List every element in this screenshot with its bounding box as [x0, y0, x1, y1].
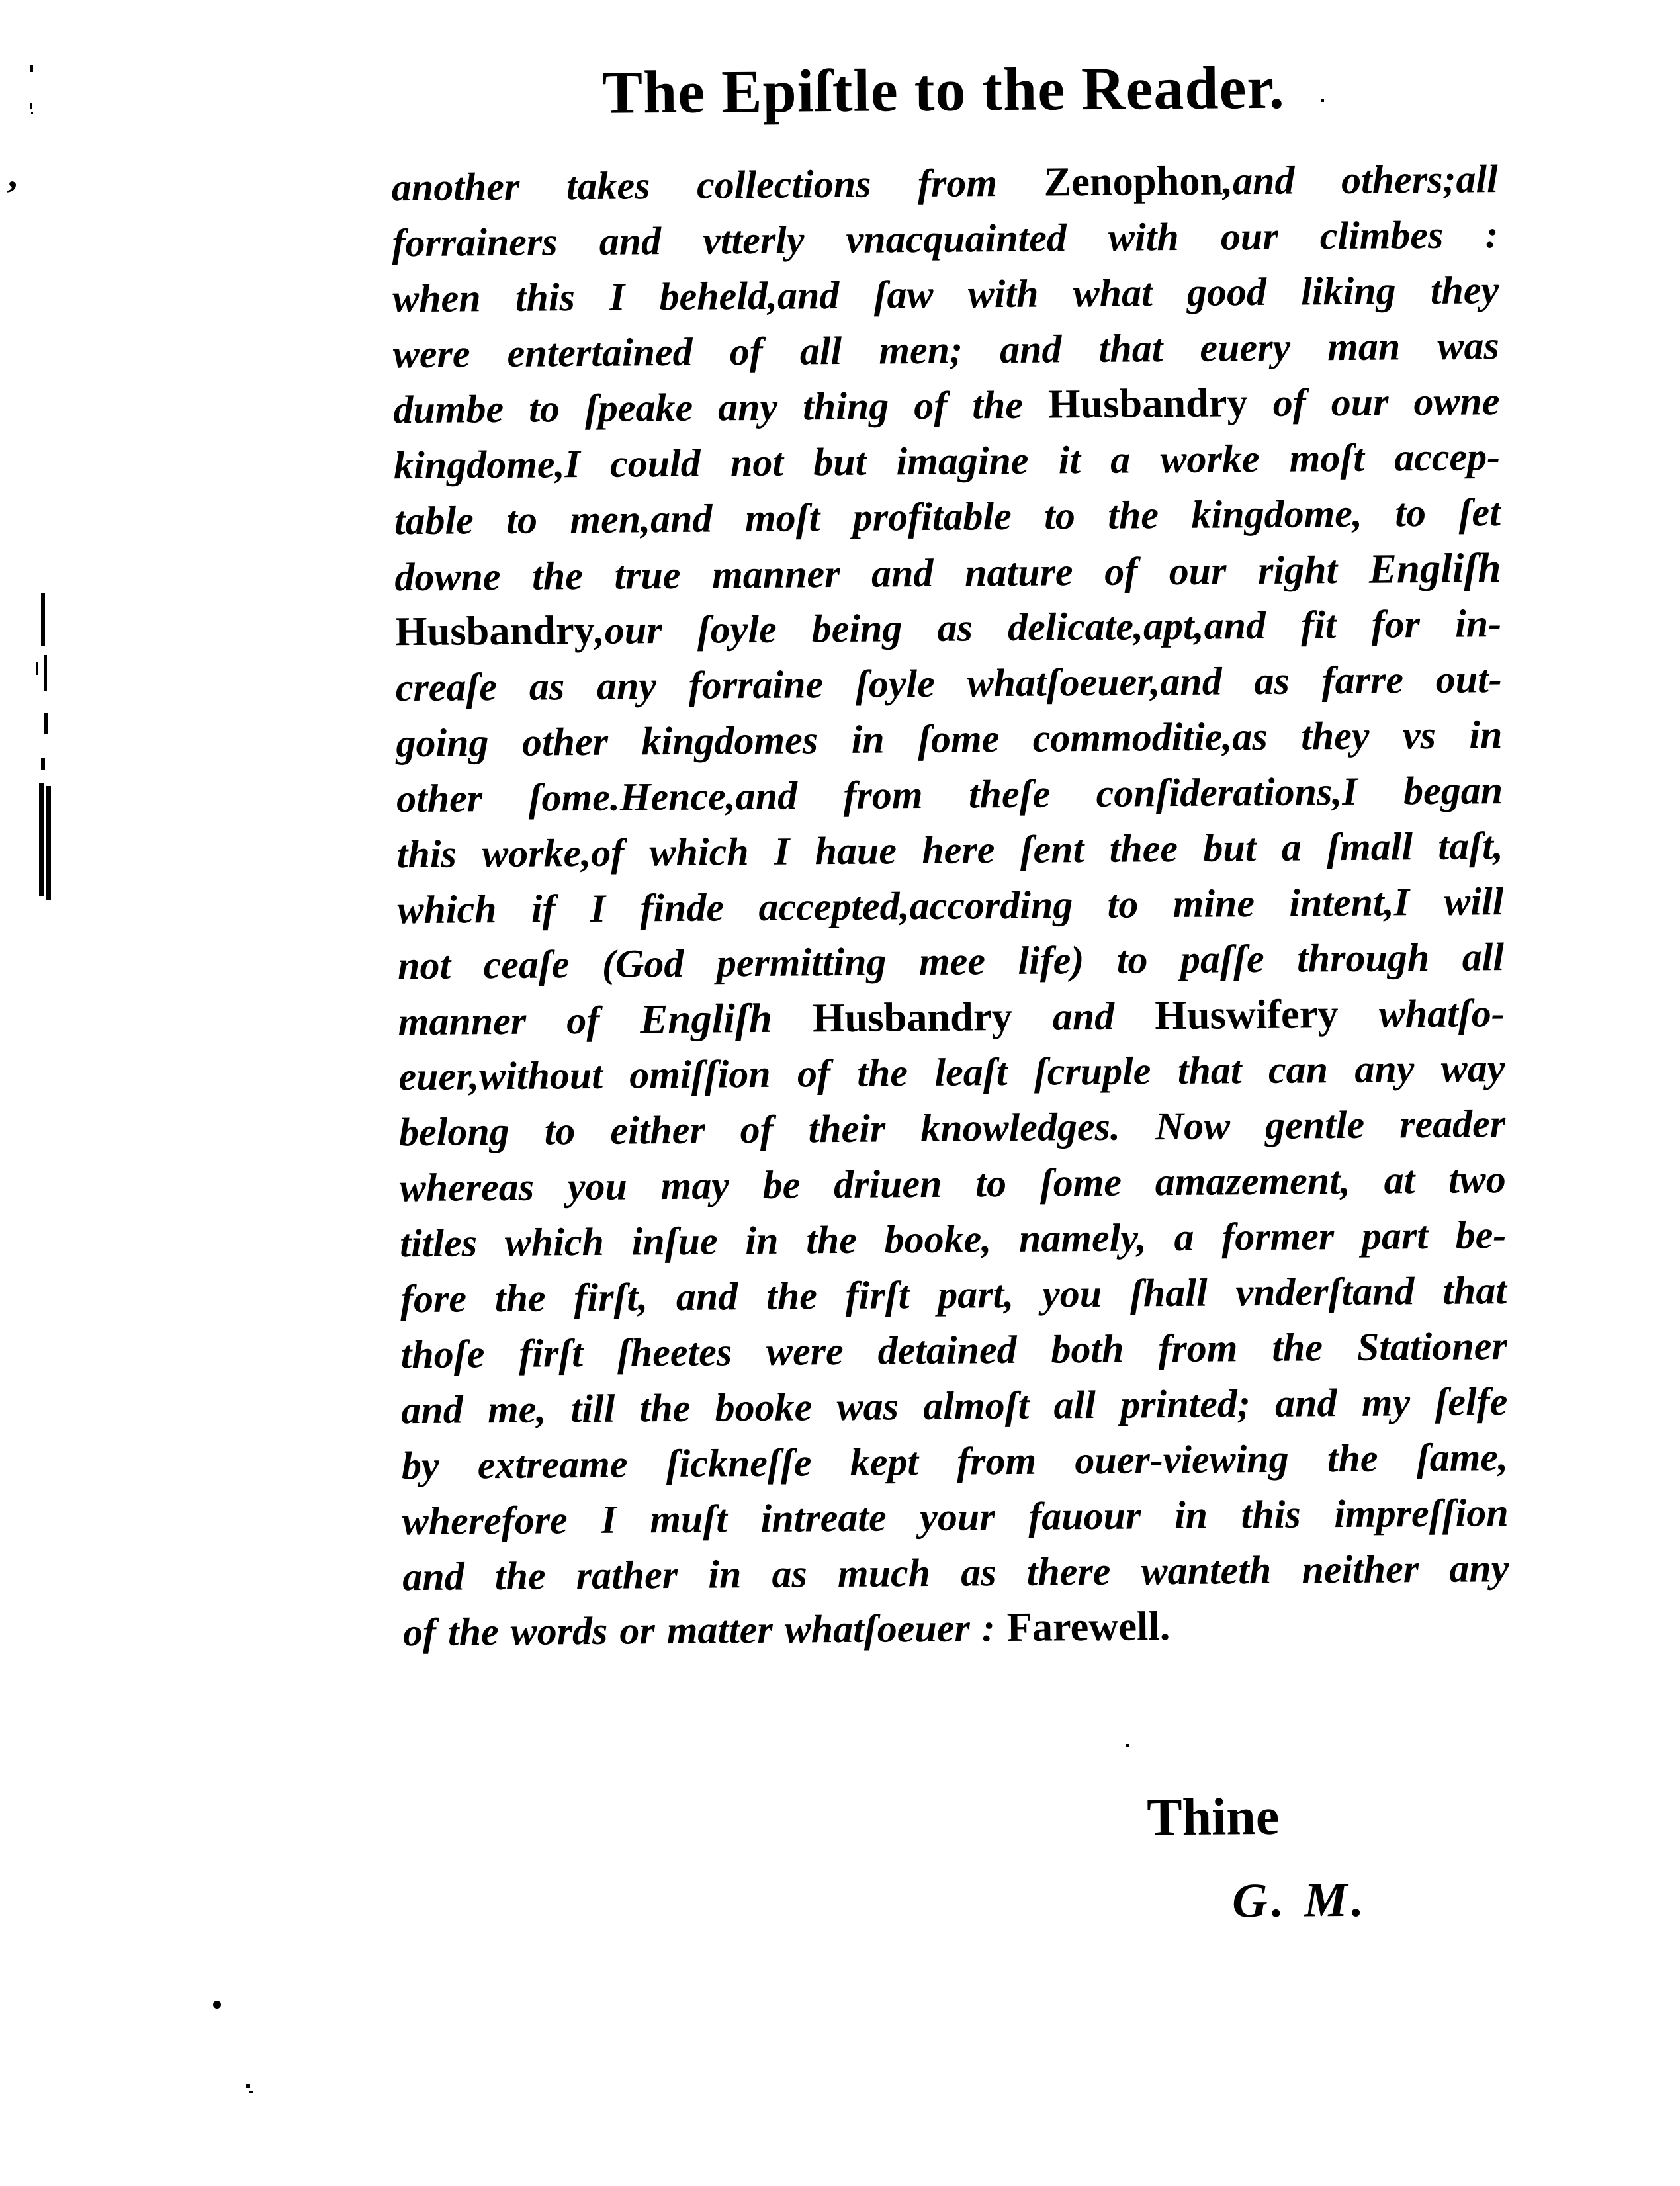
italic-segment: kingdome,I could not but imagine it a worke moſt accep- — [393, 435, 1501, 488]
italic-segment: going other kingdomes in ſome commoditie,as they vs in — [396, 713, 1503, 765]
italic-segment: ,our ſoyle being as delicate,apt,and fit for in- — [594, 601, 1502, 652]
italic-segment: creaſe as any forraine ſoyle whatſoeuer,and as farre out- — [395, 657, 1503, 710]
italic-segment: whereas you may be driuen to ſome amazement, at two — [399, 1157, 1506, 1210]
italic-segment: and — [1012, 994, 1155, 1039]
italic-segment: which if I finde accepted,according to mine intent,I will — [397, 879, 1504, 932]
italic-segment: Engliſh — [1368, 545, 1501, 592]
italic-segment: another takes collections from — [391, 160, 1044, 210]
italic-segment: downe the true manner and nature of our right — [394, 547, 1370, 599]
roman-segment: Zenophon — [1043, 157, 1223, 205]
text-line — [393, 318, 1500, 382]
italic-segment — [772, 996, 813, 1040]
text-line — [395, 595, 1502, 660]
roman-segment: Farewell. — [1006, 1603, 1171, 1651]
text-line — [397, 873, 1504, 938]
italic-segment: not ceaſe (God permitting mee life) to paſſe through all — [397, 935, 1505, 988]
text-line — [400, 1207, 1507, 1271]
roman-segment: Husbandry — [812, 993, 1012, 1041]
italic-segment: titles which inſue in the booke, namely, a former part be- — [400, 1213, 1507, 1266]
italic-segment: by extreame ſickneſſe kept from ouer-viewing the ſame, — [401, 1435, 1509, 1488]
roman-segment: Huswifery — [1155, 991, 1339, 1039]
text-line — [402, 1429, 1509, 1493]
italic-segment: wherefore I muſt intreate your fauour in this impreſſion — [402, 1491, 1509, 1544]
text-line — [400, 1318, 1507, 1382]
italic-segment: and the rather in as much as there wanteth neither any — [402, 1546, 1509, 1599]
italic-segment: this worke,of which I haue here ſent thee but a ſmall taſt, — [396, 824, 1503, 877]
italic-segment: when this I beheld,and ſaw with what good liking they — [392, 268, 1499, 321]
text-line — [401, 1374, 1508, 1438]
text-line — [396, 707, 1503, 771]
text-line — [402, 1485, 1509, 1549]
text-line — [400, 1262, 1507, 1327]
text-line — [394, 429, 1501, 493]
italic-segment: and me, till the booke was almoſt all printed; and my ſelfe — [401, 1379, 1508, 1432]
italic-segment: manner of — [398, 998, 641, 1044]
signature-valediction: Thine — [1146, 1787, 1280, 1847]
text-line — [398, 1040, 1505, 1104]
italic-segment: were entertained of all men; and that euery man was — [392, 324, 1500, 376]
italic-segment: other ſome.Hence,and from theſe conſiderations,I began — [396, 768, 1503, 821]
text-line — [392, 262, 1499, 326]
italic-segment: forrainers and vtterly vnacquainted with our climbes : — [392, 212, 1499, 265]
roman-segment: Husbandry — [394, 607, 596, 655]
italic-segment: Engliſh — [640, 994, 773, 1043]
italic-segment: table to men,and moſt profitable to the kingdome, to ſet — [394, 490, 1501, 543]
page-title: The Epiſtle to the Reader. — [601, 53, 1286, 126]
signature-initials: G. M. — [1231, 1872, 1368, 1929]
text-line — [398, 929, 1505, 993]
text-line — [393, 373, 1500, 437]
text-line — [398, 984, 1505, 1049]
text-line — [395, 651, 1502, 715]
margin-comma-mark: , — [6, 152, 22, 197]
italic-segment: belong to either of their knowledges. Now gentle reader — [398, 1102, 1506, 1155]
text-line — [394, 540, 1501, 604]
text-line — [402, 1540, 1509, 1604]
italic-segment: fore the firſt, and the firſt part, you ſhall vnderſtand that — [400, 1268, 1507, 1321]
italic-segment: euer,without omiſſion of the leaſt ſcruple that can any way — [398, 1046, 1505, 1099]
text-line — [392, 206, 1499, 271]
italic-segment: ,and others;all — [1222, 157, 1499, 203]
roman-segment: Husbandry — [1047, 380, 1248, 427]
text-line — [399, 1096, 1506, 1160]
text-line — [396, 762, 1503, 826]
text-line — [392, 151, 1499, 215]
text-line — [399, 1151, 1506, 1215]
text-line — [396, 818, 1503, 882]
italic-segment: of our owne — [1247, 379, 1500, 425]
body-text — [392, 151, 1510, 1660]
italic-segment: thoſe firſt ſheetes were detained both from the Stationer — [400, 1324, 1507, 1377]
italic-segment: dumbe to ſpeake any thing of the — [393, 382, 1049, 432]
text-line — [394, 484, 1501, 548]
text-line — [403, 1596, 1510, 1660]
italic-segment: whatſo- — [1338, 991, 1505, 1037]
italic-segment: of the words or matter whatſoeuer : — [402, 1606, 1007, 1655]
